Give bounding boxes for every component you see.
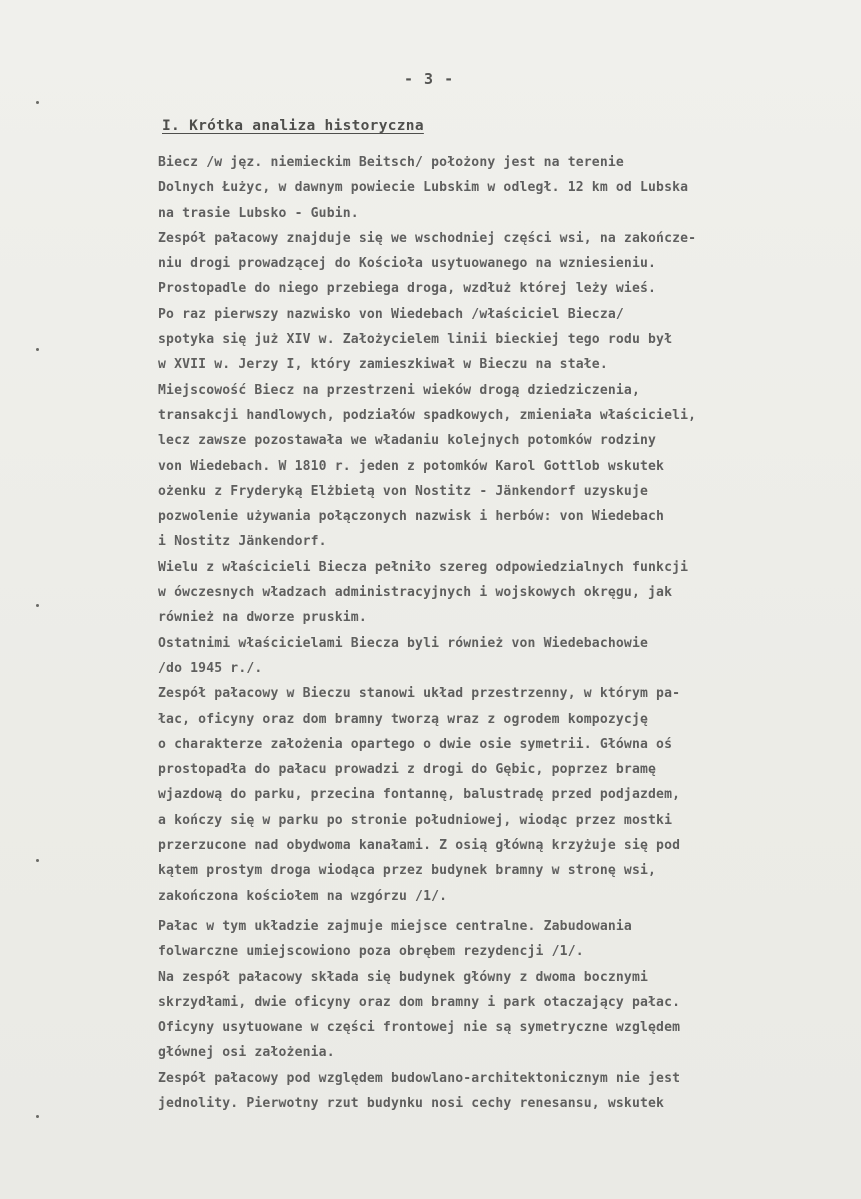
punch-mark	[36, 1115, 39, 1118]
text-line: Po raz pierwszy nazwisko von Wiedebach /właściciel Biecza/	[158, 306, 624, 322]
text-line: w XVII w. Jerzy I, który zamieszkiwał w Bieczu na stałe.	[158, 357, 608, 373]
text-line: Zespół pałacowy znajduje się we wschodniej części wsi, na zakończe-	[158, 230, 697, 246]
text-line: prostopadła do pałacu prowadzi z drogi do Gębic, poprzez bramę	[158, 762, 657, 778]
text-line: Dolnych Łużyc, w dawnym powiecie Lubskim w odległ. 12 km od Lubska	[158, 180, 689, 196]
text-line: pozwolenie używania połączonych nazwisk i herbów: von Wiedebach	[158, 509, 665, 525]
text-line: Zespół pałacowy pod względem budowlano-architektonicznym nie jest	[158, 1070, 681, 1086]
text-line: Ostatnimi właścicielami Biecza byli również von Wiedebachowie	[158, 635, 649, 651]
text-line: o charakterze założenia opartego o dwie osie symetrii. Główna oś	[158, 736, 673, 752]
text-line: Zespół pałacowy w Bieczu stanowi układ przestrzenny, w którym pa-	[158, 686, 681, 702]
body-text	[158, 150, 858, 1116]
text-line: skrzydłami, dwie oficyny oraz dom bramny i park otaczający pałac.	[158, 994, 681, 1010]
text-line: głównej osi założenia.	[158, 1045, 335, 1061]
text-line: Prostopadle do niego przebiega droga, wzdłuż której leży wieś.	[158, 281, 657, 297]
text-line: w ówczesnych władzach administracyjnych i wojskowych okręgu, jak	[158, 585, 673, 601]
text-line: przerzucone nad obydwoma kanałami. Z osią główną krzyżuje się pod	[158, 838, 681, 854]
text-line: transakcji handlowych, podziałów spadkowych, zmieniała właścicieli,	[158, 407, 697, 423]
text-line: i Nostitz Jänkendorf.	[158, 534, 327, 550]
text-line: niu drogi prowadzącej do Kościoła usytuowanego na wzniesieniu.	[158, 256, 657, 272]
text-line: Miejscowość Biecz na przestrzeni wieków drogą dziedziczenia,	[158, 382, 640, 398]
section-heading: I. Krótka analiza historyczna	[162, 118, 424, 134]
punch-mark	[36, 604, 39, 607]
text-line: spotyka się już XIV w. Założycielem linii bieckiej tego rodu był	[158, 332, 673, 348]
text-line: łac, oficyny oraz dom bramny tworzą wraz z ogrodem kompozycję	[158, 711, 649, 727]
text-line: jednolity. Pierwotny rzut budynku nosi cechy renesansu, wskutek	[158, 1095, 665, 1111]
text-line: lecz zawsze pozostawała we władaniu kolejnych potomków rodziny	[158, 433, 657, 449]
text-line: folwarczne umiejscowiono poza obrębem rezydencji /1/.	[158, 944, 584, 960]
text-line: Biecz /w jęz. niemieckim Beitsch/ położony jest na terenie	[158, 155, 624, 170]
text-line: /do 1945 r./.	[158, 660, 263, 676]
text-line: również na dworze pruskim.	[158, 610, 367, 626]
text-line: zakończona kościołem na wzgórzu /1/.	[158, 888, 448, 904]
punch-mark	[36, 101, 39, 104]
text-line: Wielu z właścicieli Biecza pełniło szereg odpowiedzialnych funkcji	[158, 559, 689, 575]
page-number: - 3 -	[404, 70, 455, 88]
text-line: Na zespół pałacowy składa się budynek główny z dwoma bocznymi	[158, 969, 649, 985]
text-line: Oficyny usytuowane w części frontowej nie są symetryczne względem	[158, 1020, 681, 1036]
text-line: von Wiedebach. W 1810 r. jeden z potomków Karol Gottlob wskutek	[158, 458, 665, 474]
punch-mark	[36, 859, 39, 862]
text-line: na trasie Lubsko - Gubin.	[158, 205, 359, 221]
punch-mark	[36, 348, 39, 351]
text-line: Pałac w tym układzie zajmuje miejsce centralne. Zabudowania	[158, 918, 632, 934]
text-line: kątem prostym droga wiodąca przez budynek bramny w stronę wsi,	[158, 863, 657, 879]
text-line: wjazdową do parku, przecina fontannę, balustradę przed podjazdem,	[158, 787, 681, 803]
text-line: ożenku z Fryderyką Elżbietą von Nostitz - Jänkendorf uzyskuje	[158, 483, 649, 499]
text-line: a kończy się w parku po stronie południowej, wiodąc przez mostki	[158, 812, 673, 828]
